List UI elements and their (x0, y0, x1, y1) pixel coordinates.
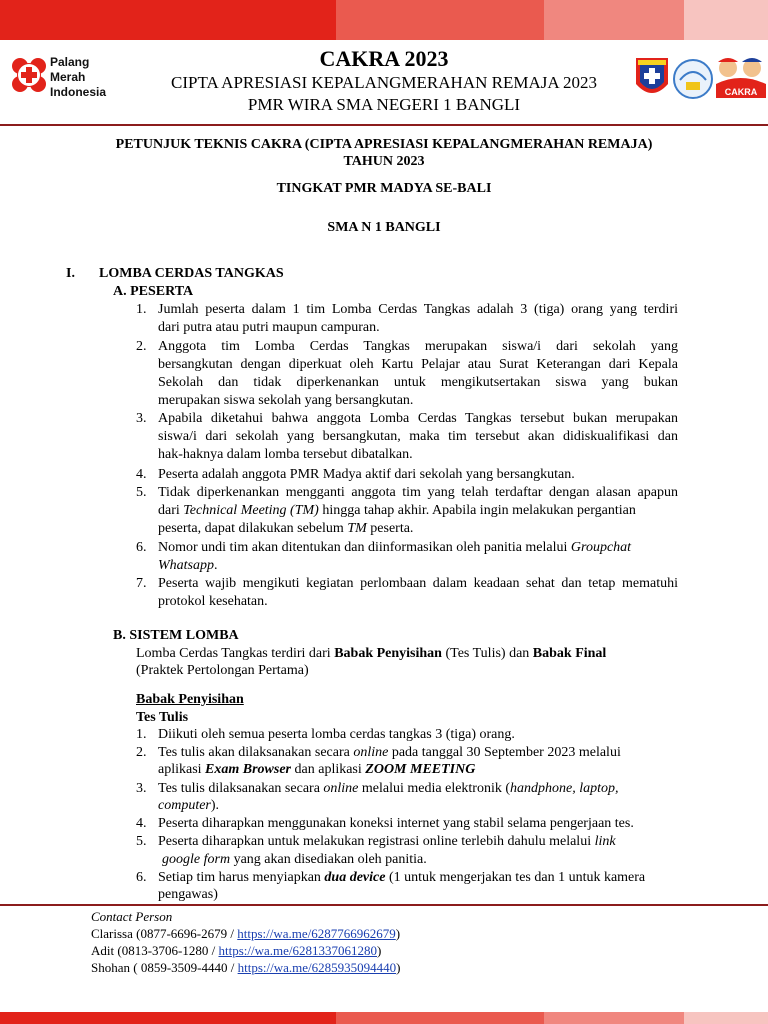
page-title: CAKRA 2023 (319, 46, 449, 71)
svg-text:CAKRA: CAKRA (724, 87, 758, 97)
list-item-cont: hak-haknya dalam lomba tersebut dibatalkan. (158, 447, 413, 462)
contact-link[interactable]: https://wa.me/6285935094440 (237, 960, 397, 975)
paragraph: Lomba Cerdas Tangkas terdiri dari Babak Penyisihan (Tes Tulis) dan Babak Final (136, 646, 607, 661)
list-item-cont: siswa/i dari sekolah yang bersangkutan, maka tim tersebut akan didiskualifikasi dan (158, 429, 678, 444)
list-number: 4. (136, 467, 147, 482)
list-item: Tes tulis akan dilaksanakan secara online pada tanggal 30 September 2023 melalui (158, 745, 621, 760)
contact-label: Contact Person (91, 909, 173, 924)
page-subtitle-school: PMR WIRA SMA NEGERI 1 BANGLI (247, 95, 521, 114)
paragraph-cont: (Praktek Pertolongan Pertama) (136, 663, 309, 678)
cakra-mascot-icon (716, 58, 766, 98)
list-item: Setiap tim harus menyiapkan dua device (1 untuk mengerjakan tes dan 1 untuk kamera (158, 870, 646, 885)
list-item: Peserta adalah anggota PMR Madya aktif dari sekolah yang bersangkutan. (158, 467, 575, 482)
school-emblem-icon (674, 60, 712, 98)
pmr-emblem-icon (636, 58, 668, 93)
list-item-cont: Sekolah dan tidak diperkenankan untuk mengikutsertakan siswa yang bukan (158, 375, 678, 390)
list-item-cont: dari putra atau putri maupun campuran. (158, 320, 380, 335)
list-item-cont: merupakan siswa sekolah yang bersangkutan. (158, 393, 414, 408)
contact-link[interactable]: https://wa.me/6287766962679 (237, 926, 396, 941)
list-item: Peserta diharapkan untuk melakukan registrasi online terlebih dahulu melalui link (158, 834, 616, 849)
list-number: 1. (136, 302, 147, 317)
bottom-color-stripe (0, 1012, 768, 1024)
footer-divider (0, 904, 768, 906)
section-title: LOMBA CERDAS TANGKAS (99, 266, 284, 281)
pmi-wordmark: Palang Merah Indonesia (50, 55, 107, 99)
list-item: Tidak diperkenankan mengganti anggota tim yang telah terdaftar dengan alasan apapun (158, 485, 678, 500)
list-item-cont: peserta, dapat dilakukan sebelum TM peserta. (158, 521, 414, 536)
list-item: Anggota tim Lomba Cerdas Tangkas merupakan siswa/i dari sekolah yang (158, 339, 678, 354)
section-number: I. (66, 266, 75, 281)
list-item-cont: dari Technical Meeting (TM) hingga tahap akhir. Apabila ingin melakukan pergantian (158, 503, 636, 518)
list-item: Peserta wajib mengikuti kegiatan perlombaan dalam keadaan sehat dan tetap mematuhi (158, 576, 678, 591)
top-color-stripe (0, 0, 768, 40)
tes-heading: Tes Tulis (136, 710, 189, 725)
doc-heading-year: TAHUN 2023 (343, 154, 425, 169)
event-logos (632, 54, 768, 104)
list-number: 2. (136, 745, 147, 760)
list-number: 6. (136, 870, 147, 885)
contact-shohan: Shohan ( 0859-3509-4440 / https://wa.me/6285935094440) (91, 960, 401, 975)
list-number: 2. (136, 339, 147, 354)
contact-clarissa: Clarissa (0877-6696-2679 / https://wa.me/6287766962679) (91, 926, 401, 941)
subsection-a-title: A. PESERTA (113, 284, 194, 299)
doc-heading: PETUNJUK TEKNIS CAKRA (CIPTA APRESIASI KEPALANGMERAHAN REMAJA) (115, 137, 653, 152)
doc-heading-level: TINGKAT PMR MADYA SE-BALI (276, 181, 492, 196)
list-item: Nomor undi tim akan ditentukan dan diinformasikan oleh panitia melalui Groupchat (158, 540, 632, 555)
header-divider (0, 124, 768, 126)
list-item-cont: Whatsapp. (158, 558, 218, 573)
list-item: Jumlah peserta dalam 1 tim Lomba Cerdas Tangkas adalah 3 (tiga) orang yang terdiri (158, 302, 678, 317)
list-item-cont: aplikasi Exam Browser dan aplikasi ZOOM MEETING (158, 762, 476, 777)
list-number: 7. (136, 576, 147, 591)
contact-adit: Adit (0813-3706-1280 / https://wa.me/6281337061280) (91, 943, 382, 958)
list-item: Peserta diharapkan menggunakan koneksi internet yang stabil selama pengerjaan tes. (158, 816, 634, 831)
list-number: 4. (136, 816, 147, 831)
contact-link[interactable]: https://wa.me/6281337061280 (218, 943, 377, 958)
page-subtitle: CIPTA APRESIASI KEPALANGMERAHAN REMAJA 2023 (171, 73, 597, 92)
doc-heading-school: SMA N 1 BANGLI (327, 220, 441, 235)
list-number: 6. (136, 540, 147, 555)
list-number: 3. (136, 411, 147, 426)
list-number: 3. (136, 781, 147, 796)
list-item: Tes tulis dilaksanakan secara online melalui media elektronik (handphone, laptop, (158, 781, 619, 796)
list-item: Apabila diketahui bahwa anggota Lomba Cerdas Tangkas tersebut bukan merupakan (158, 411, 678, 426)
subsection-b-title: B. SISTEM LOMBA (113, 628, 239, 643)
babak-heading: Babak Penyisihan (136, 692, 244, 707)
list-item: Diikuti oleh semua peserta lomba cerdas tangkas 3 (tiga) orang. (158, 727, 515, 742)
list-number: 5. (136, 834, 147, 849)
list-number: 1. (136, 727, 147, 742)
list-item-cont: bersangkutan dengan diperkuat oleh Kartu Pelajar atau Surat Keterangan dari Kepala (158, 357, 678, 372)
list-item-cont: google form yang akan disediakan oleh panitia. (162, 852, 427, 867)
list-item-cont: pengawas) (158, 887, 218, 902)
list-item-cont: protokol kesehatan. (158, 594, 268, 609)
list-item-cont: computer). (158, 798, 220, 813)
list-number: 5. (136, 485, 147, 500)
